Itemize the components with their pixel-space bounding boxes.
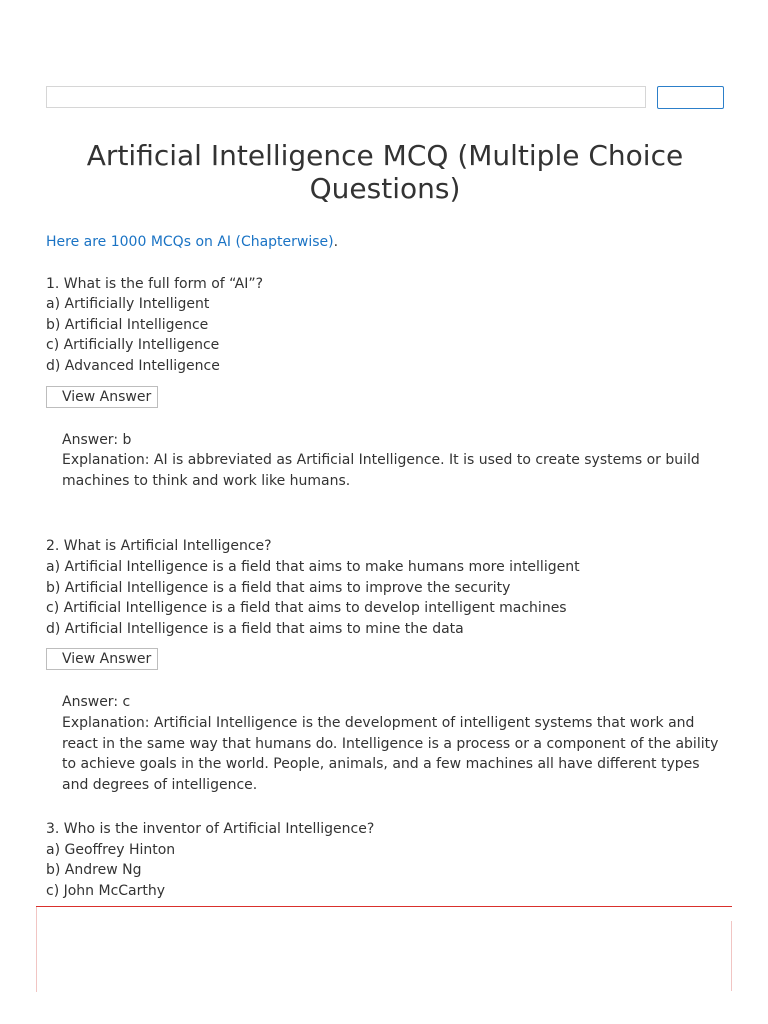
option-b: b) Artificial Intelligence bbox=[46, 316, 209, 333]
option-d: d) Artificial Intelligence is a field that aims to mine the data bbox=[46, 620, 464, 637]
option-a: a) Artificially Intelligent bbox=[46, 296, 210, 313]
intro-paragraph bbox=[46, 232, 736, 253]
question-text: 1. What is the full form of “AI”? bbox=[46, 275, 264, 292]
option-d: d) Advanced Intelligence bbox=[46, 357, 220, 374]
bottom-ad-panel bbox=[36, 906, 732, 1024]
option-c: c) Artificially Intelligence bbox=[46, 337, 220, 354]
question-1 bbox=[46, 274, 736, 492]
option-a: a) Geoffrey Hinton bbox=[46, 841, 176, 858]
view-answer-button[interactable]: View Answer bbox=[46, 648, 158, 670]
intro-suffix: . bbox=[333, 234, 339, 250]
page-title: Artificial Intelligence MCQ (Multiple Choice Questions) bbox=[86, 139, 684, 205]
panel-left-border bbox=[36, 907, 37, 992]
option-b: b) Artificial Intelligence is a field that aims to improve the security bbox=[46, 579, 511, 596]
answer-text: Answer: b bbox=[62, 431, 132, 448]
option-a: a) Artificial Intelligence is a field that aims to make humans more intelligent bbox=[46, 558, 580, 575]
question-3 bbox=[46, 819, 736, 901]
question-text: 2. What is Artificial Intelligence? bbox=[46, 538, 272, 555]
search-input[interactable] bbox=[46, 86, 646, 108]
answer-block bbox=[46, 692, 736, 795]
search-button[interactable] bbox=[657, 86, 724, 109]
chapterwise-mcq-link[interactable]: Here are 1000 MCQs on AI (Chapterwise) bbox=[46, 234, 334, 250]
explanation-text: Explanation: Artificial Intelligence is the development of intelligent systems that work and react in the same way that humans do. Intelligence is a process or a component of the ability to achieve goals in the world. People, animals, and a few machines all have different types and degrees of intelligence. bbox=[62, 714, 719, 793]
explanation-text: Explanation: AI is abbreviated as Artificial Intelligence. It is used to create systems or build machines to think and work like humans. bbox=[62, 452, 700, 489]
answer-block bbox=[46, 430, 736, 492]
answer-text: Answer: c bbox=[62, 694, 131, 711]
question-2 bbox=[46, 536, 736, 795]
option-b: b) Andrew Ng bbox=[46, 862, 142, 879]
option-c: c) Artificial Intelligence is a field that aims to develop intelligent machines bbox=[46, 600, 567, 617]
article-content bbox=[46, 232, 736, 902]
panel-right-border bbox=[731, 921, 732, 991]
option-c: c) John McCarthy bbox=[46, 883, 166, 900]
view-answer-button[interactable]: View Answer bbox=[46, 386, 158, 408]
question-text: 3. Who is the inventor of Artificial Intelligence? bbox=[46, 821, 375, 838]
